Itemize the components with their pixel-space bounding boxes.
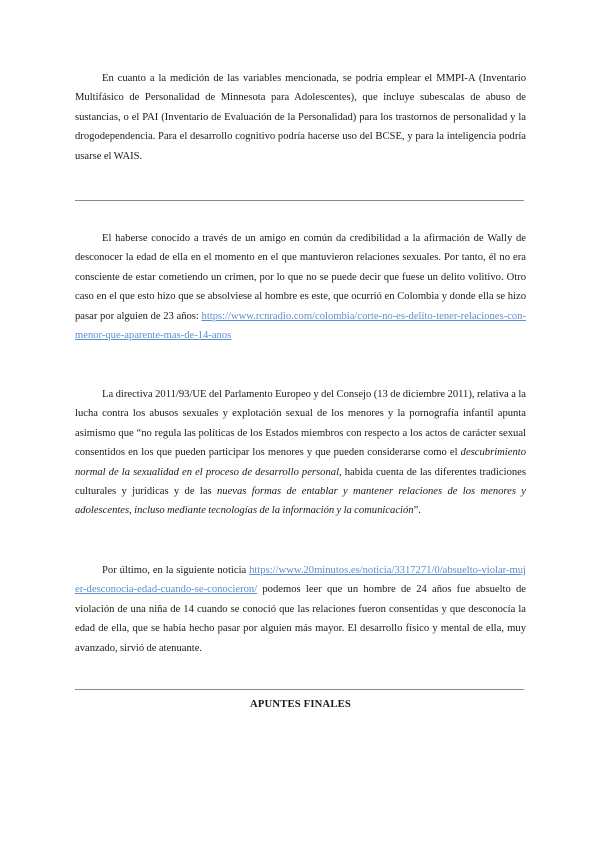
paragraph-news xyxy=(75,561,526,658)
paragraph-directive-emphasis-1: descubrimiento normal de la sexualidad en el proceso de desarrollo personal xyxy=(75,447,526,478)
paragraph-directive-text-c: ”. xyxy=(413,505,421,517)
paragraph-measurement-text: En cuanto a la medición de las variables mencionada, se podría emplear el MMPI-A (Inventario Multifásico de Personalidad de Minnesota para Adolescentes), que incluye subescalas de abuso de sustancias, o el PAI (Inventario de Evaluación de la Personalidad) para los trastornos de personalidad y la drogodependencia. Para el desarrollo cognitivo podría hacerse uso del BCSE, y para la inteligencia podría usarse el WAIS. xyxy=(75,73,526,162)
section-divider-2 xyxy=(75,689,524,690)
rcnradio-link[interactable]: https://www.rcnradio.com/colombia/corte-no-es-delito-tener-relaciones-con-menor-que-aparente-mas-de-14-anos xyxy=(75,310,526,342)
paragraph-directive xyxy=(75,385,526,521)
paragraph-directive-text-a: La directiva 2011/93/UE del Parlamento Europeo y del Consejo (13 de diciembre 2011), relativa a la lucha contra los abusos sexuales y explotación sexual de los menores y la pornografía infantil apunta asimismo que “no regula las políticas de los Estados miembros con respecto a los actos de carácter sexual consentidos en los que pueden participar los menores y que pueden considerarse como el xyxy=(75,389,526,459)
20minutos-link[interactable]: https://www.20minutos.es/noticia/3317271/0/absuelto-violar-mujer-desconocia-edad-cuando-se-conocieron/ xyxy=(75,565,526,596)
paragraph-wally-case xyxy=(75,229,526,345)
paragraph-wally-case-text: El haberse conocido a través de un amigo en común da credibilidad a la afirmación de Wally de desconocer la edad de ella en el momento en el que mantuvieron relaciones sexuales. Por tanto, él no era consciente de estar cometiendo un crimen, por lo que no se puede decir que fuese un delito volitivo. Otro caso en el que esto hizo que se absolviese al hombre es este, que ocurrió en Colombia y donde ella se hizo pasar por alguien de 23 años: xyxy=(75,233,526,322)
section-heading: APUNTES FINALES xyxy=(249,699,351,710)
paragraph-measurement xyxy=(75,69,526,166)
paragraph-directive-emphasis-2: nuevas formas de entablar y mantener relaciones de los menores y adolescentes, incluso mediante tecnologías de la información y la comunicación xyxy=(75,486,526,517)
paragraph-news-text: podemos leer que un hombre de 24 años fue absuelto de violación de una niña de 14 cuando se conoció que las relaciones fueron consentidas y que desconocía la edad de ella, que se había hecho pasar por alguien más mayor. El desarrollo físico y mental de ella, muy avanzado, sirvió de atenuante. xyxy=(75,584,526,654)
paragraph-directive-text-b: , habida cuenta de las diferentes tradiciones culturales y jurídicas y de las xyxy=(75,466,526,498)
paragraph-news-intro: Por último, en la siguiente noticia xyxy=(102,565,247,576)
section-divider-1 xyxy=(75,200,524,201)
